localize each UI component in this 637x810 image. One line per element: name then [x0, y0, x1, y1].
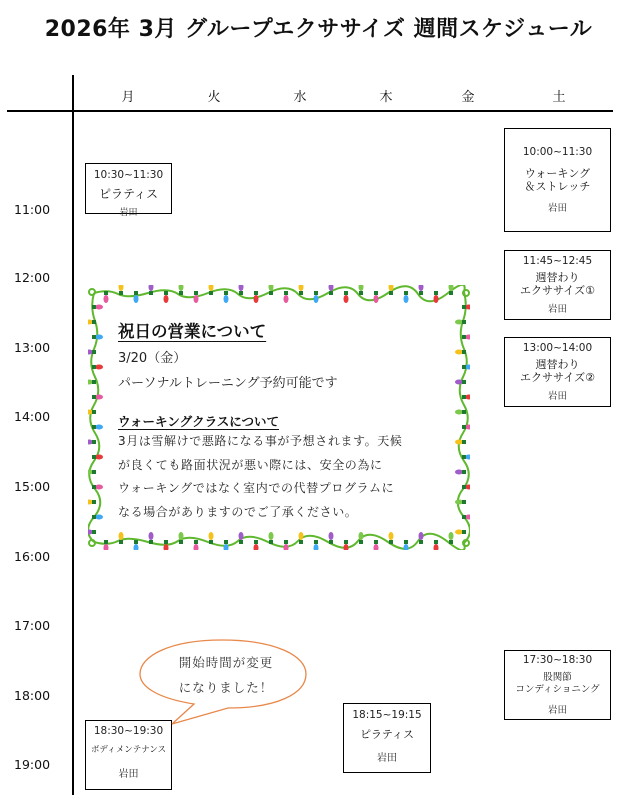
class-name-line1: 週替わり	[535, 271, 580, 284]
time-label: 18:00	[14, 688, 51, 703]
class-instructor: 岩田	[119, 208, 138, 218]
class-time: 18:15~19:15	[352, 709, 422, 721]
speech-bubble	[136, 636, 308, 726]
class-time: 17:30~18:30	[522, 654, 593, 666]
time-label: 19:00	[14, 757, 51, 772]
class-card[interactable]	[85, 720, 172, 790]
notice-body-line: ウォーキングではなく室内での代替プログラムに	[118, 481, 395, 495]
bubble-line: 開始時間が変更	[178, 655, 274, 670]
time-label: 13:00	[14, 340, 51, 355]
class-time: 11:45~12:45	[522, 255, 593, 267]
notice-body-line: なる場合がありますのでご了承ください。	[118, 504, 358, 519]
notice-body-line: 3月は雪解けで悪路になる事が予想されます。天候	[118, 434, 403, 448]
class-name-line2: ＆ストレッチ	[524, 180, 591, 193]
day-header-mon: 月	[121, 90, 135, 105]
time-label: 12:00	[14, 270, 51, 285]
class-instructor: 岩田	[547, 391, 567, 402]
time-axis-line	[72, 75, 74, 795]
class-card[interactable]	[504, 650, 611, 720]
class-name-line2: コンディショニング	[515, 684, 600, 695]
class-instructor: 岩田	[118, 769, 139, 780]
class-name: ピラティス	[359, 728, 415, 741]
class-card[interactable]	[343, 703, 431, 773]
class-instructor: 岩田	[377, 753, 397, 764]
class-time: 10:30~11:30	[93, 169, 164, 181]
day-header-sat: 土	[552, 90, 566, 105]
day-header-tue: 火	[207, 90, 221, 105]
class-name-line2: エクササイズ②	[520, 371, 595, 384]
class-card[interactable]	[504, 337, 611, 407]
time-label: 16:00	[14, 549, 51, 564]
class-time: 10:00~11:30	[522, 146, 593, 158]
class-instructor: 岩田	[547, 203, 567, 214]
notice-heading: 祝日の営業について	[118, 322, 267, 341]
time-label: 15:00	[14, 479, 51, 494]
class-name-line2: エクササイズ①	[520, 284, 595, 297]
class-name: ピラティス	[98, 187, 159, 201]
class-name-line1: ウォーキング	[524, 167, 591, 180]
bubble-line: になりました！	[178, 680, 274, 695]
class-name-line1: 週替わり	[535, 358, 580, 371]
class-instructor: 岩田	[547, 705, 567, 716]
class-time: 18:30~19:30	[93, 725, 164, 737]
page-title: 2026年 3月 グループエクササイズ 週間スケジュール	[44, 17, 593, 42]
time-label: 17:00	[14, 618, 51, 633]
class-card[interactable]	[85, 163, 172, 218]
time-label: 14:00	[14, 409, 51, 424]
class-card[interactable]	[504, 128, 611, 232]
class-instructor: 岩田	[547, 304, 567, 315]
class-time: 13:00~14:00	[522, 342, 593, 354]
class-name: ボディメンテナンス	[90, 745, 167, 755]
notice-subheading: ウォーキングクラスについて	[118, 414, 280, 429]
notice-body-line: が良くても路面状況が悪い際には、安全の為に	[118, 457, 383, 472]
class-name-line1: 股関節	[543, 672, 572, 683]
notice-date: 3/20（金）	[118, 351, 187, 366]
day-header-thu: 木	[379, 90, 393, 105]
day-header-wed: 水	[293, 90, 307, 105]
header-divider	[7, 110, 613, 112]
time-label: 11:00	[14, 202, 51, 217]
notice-line: パーソナルトレーニング予約可能です	[118, 376, 338, 391]
class-card[interactable]	[504, 250, 611, 320]
day-header-fri: 金	[461, 90, 475, 105]
holiday-notice	[88, 285, 470, 550]
